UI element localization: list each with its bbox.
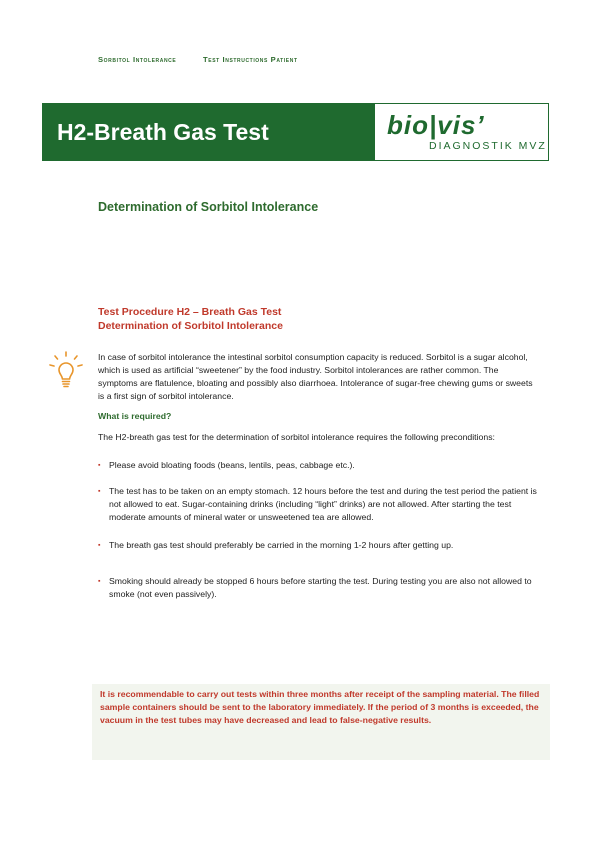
preconditions-list <box>98 459 538 601</box>
page-subtitle: Determination of Sorbitol Intolerance <box>98 200 319 214</box>
light-bulb-icon <box>46 350 86 390</box>
list-item: ▪ Please avoid bloating foods (beans, lentils, peas, cabbage etc.). <box>98 459 538 472</box>
list-item: ▪ The test has to be taken on an empty stomach. 12 hours before the test and during the test period the patient is not allowed to eat. Sugar-containing drinks (including “light” drinks) are not allowed. After starting the test moderate amounts of mineral water or unsweetened tea are allowed. <box>98 485 538 524</box>
preconditions-paragraph: The H2-breath gas test for the determination of sorbitol intolerance requires the following preconditions: <box>98 432 495 442</box>
logo-wordmark: bio|vis’ <box>387 110 485 140</box>
logo-subtitle: DIAGNOSTIK MVZ <box>429 140 547 152</box>
procedure-title-line2: Determination of Sorbitol Intolerance <box>98 320 283 332</box>
sample-note-box <box>92 684 550 760</box>
list-item: ▪ The breath gas test should preferably be carried in the morning 1-2 hours after getting up. <box>98 539 538 552</box>
what-is-required-heading: What is required? <box>98 411 172 421</box>
banner-title: H2-Breath Gas Test <box>43 104 375 160</box>
biovis-logo <box>375 104 548 160</box>
procedure-title <box>98 305 283 333</box>
nav-test-instructions: Test Instructions Patient <box>203 55 298 64</box>
intro-paragraph: In case of sorbitol intolerance the intestinal sorbitol consumption capacity is reduced. Sorbitol is a sugar alcohol, which is used as artificial “sweetener” by the food industry. Sorbitol intolerances are rather common. The symptoms are flatulence, bloating and possibly also diarrhoea. Intolerance of sugar-free chewing gums or sweets is a first sign of sorbitol intolerance. <box>98 352 533 401</box>
title-banner <box>42 103 549 161</box>
list-item: ▪ Smoking should already be stopped 6 hours before starting the test. During testing you are also not allowed to smoke (not even passively). <box>98 575 538 601</box>
sample-note-text: It is recommendable to carry out tests within three months after receipt of the sampling material. The filled sample containers should be sent to the laboratory immediately. If the period of 3 months is exceeded, the vacuum in the test tubes may have decreased and lead to false-negative results. <box>100 689 540 725</box>
procedure-title-line1: Test Procedure H2 – Breath Gas Test <box>98 306 282 318</box>
top-navigation <box>98 55 322 64</box>
nav-sorbitol-intolerance: Sorbitol Intolerance <box>98 55 177 64</box>
instruction-content <box>98 351 538 601</box>
